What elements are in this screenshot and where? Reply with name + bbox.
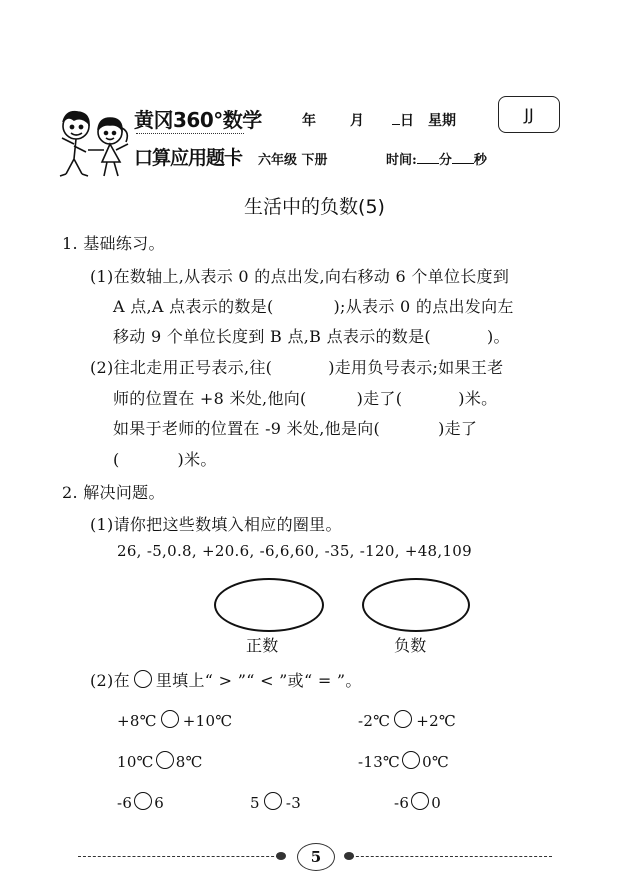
positive-label: 正数: [246, 636, 279, 655]
footer-divider-left: [78, 856, 284, 857]
comparison-left: 10℃: [117, 753, 154, 771]
q3-prompt: (1)请你把这些数填入相应的圈里。: [90, 515, 342, 534]
edition-badge: JJ: [498, 96, 560, 133]
comparison-right: 8℃: [175, 753, 203, 771]
comparison-left: -6: [394, 794, 410, 812]
brand-subtitle: 口算应用题卡: [134, 147, 243, 169]
q4-prompt-text-a: (2)在: [90, 671, 130, 690]
comparison-item: [117, 792, 164, 812]
comparison-item: [394, 792, 441, 812]
comparison-right: 0: [431, 794, 442, 812]
q2-line1-text-a: (2)往北走用正号表示,往(: [90, 358, 273, 377]
brand-divider: [136, 133, 244, 134]
negative-oval[interactable]: [362, 578, 470, 632]
q4-prompt: [90, 668, 362, 691]
q1-line1: (1)在数轴上,从表示 0 的点出发,向右移动 6 个单位长度到: [90, 267, 510, 286]
negative-label: 负数: [394, 636, 427, 655]
weekday-label: 星期: [428, 113, 456, 129]
comparison-item: [117, 710, 232, 730]
comparison-left: -6: [117, 794, 133, 812]
q2-line3-text-b: )走了: [438, 419, 478, 438]
answer-circle[interactable]: [156, 751, 174, 769]
grade-label: 六年级 下册: [258, 153, 328, 168]
q2-line4-text-a: (: [113, 450, 120, 469]
answer-circle[interactable]: [411, 792, 429, 810]
time-label: 时间:: [386, 153, 417, 168]
q2-line1-text-b: )走用负号表示;如果王老: [328, 358, 504, 377]
brand-title: 黄冈360°数学: [134, 108, 262, 132]
comparison-right: 0℃: [422, 753, 450, 771]
q1-line3: [113, 324, 510, 347]
second-label: 秒: [473, 153, 487, 168]
q2-line2-text-b: )走了(: [356, 389, 403, 408]
kids-illustration-icon: [52, 104, 136, 180]
circle-symbol: [134, 670, 152, 688]
comparison-item: [358, 751, 449, 771]
answer-circle[interactable]: [402, 751, 420, 769]
page-title: 生活中的负数(5): [244, 196, 385, 218]
positive-oval[interactable]: [214, 578, 324, 632]
day-field: [392, 110, 414, 130]
q1-line3-text-a: 移动 9 个单位长度到 B 点,B 点表示的数是(: [113, 327, 431, 346]
comparison-item: [250, 792, 301, 812]
q1-line3-text-b: )。: [486, 327, 510, 346]
day-label: 日: [400, 113, 414, 129]
answer-circle[interactable]: [134, 792, 152, 810]
footer-ornament-left: [276, 852, 286, 860]
year-label: 年: [302, 113, 316, 129]
comparison-right: +2℃: [416, 712, 457, 730]
comparison-right: 6: [154, 794, 165, 812]
q2-line2-text-c: )米。: [458, 389, 498, 408]
q1-line2-text-b: );从表示 0 的点出发向左: [333, 297, 514, 316]
answer-circle[interactable]: [161, 710, 179, 728]
q2-line2: [113, 386, 497, 409]
comparison-right: +10℃: [182, 712, 233, 730]
footer-ornament-right: [344, 852, 354, 860]
comparison-left: -2℃: [358, 712, 391, 730]
q1-line2: [113, 294, 514, 317]
month-label: 月: [350, 113, 364, 129]
time-field: [386, 149, 487, 168]
section1-heading: 1. 基础练习。: [62, 234, 165, 253]
comparison-left: -13℃: [358, 753, 401, 771]
q2-line3-text-a: 如果于老师的位置在 -9 米处,他是向(: [113, 419, 381, 438]
footer-divider-right: [346, 856, 552, 857]
comparison-item: [358, 710, 456, 730]
answer-circle[interactable]: [394, 710, 412, 728]
comparison-left: +8℃: [117, 712, 157, 730]
q2-line2-text-a: 师的位置在 +8 米处,他向(: [113, 389, 307, 408]
q4-prompt-text-b: 里填上“ > ”“ < ”或“ = ”。: [155, 671, 362, 690]
q2-line3: [113, 416, 477, 439]
comparison-item: [117, 751, 203, 771]
q1-line2-text-a: A 点,A 点表示的数是(: [113, 297, 274, 316]
q2-line4: [113, 447, 217, 470]
comparison-right: -3: [285, 794, 302, 812]
section2-heading: 2. 解决问题。: [62, 483, 165, 502]
q2-line4-text-b: )米。: [177, 450, 217, 469]
number-list: 26, -5,0.8, +20.6, -6,6,60, -35, -120, +48,109: [117, 542, 472, 560]
answer-circle[interactable]: [264, 792, 282, 810]
q2-line1: [90, 355, 503, 378]
comparison-left: 5: [250, 794, 260, 812]
page-number: 5: [297, 843, 335, 871]
minute-label: 分: [438, 153, 452, 168]
